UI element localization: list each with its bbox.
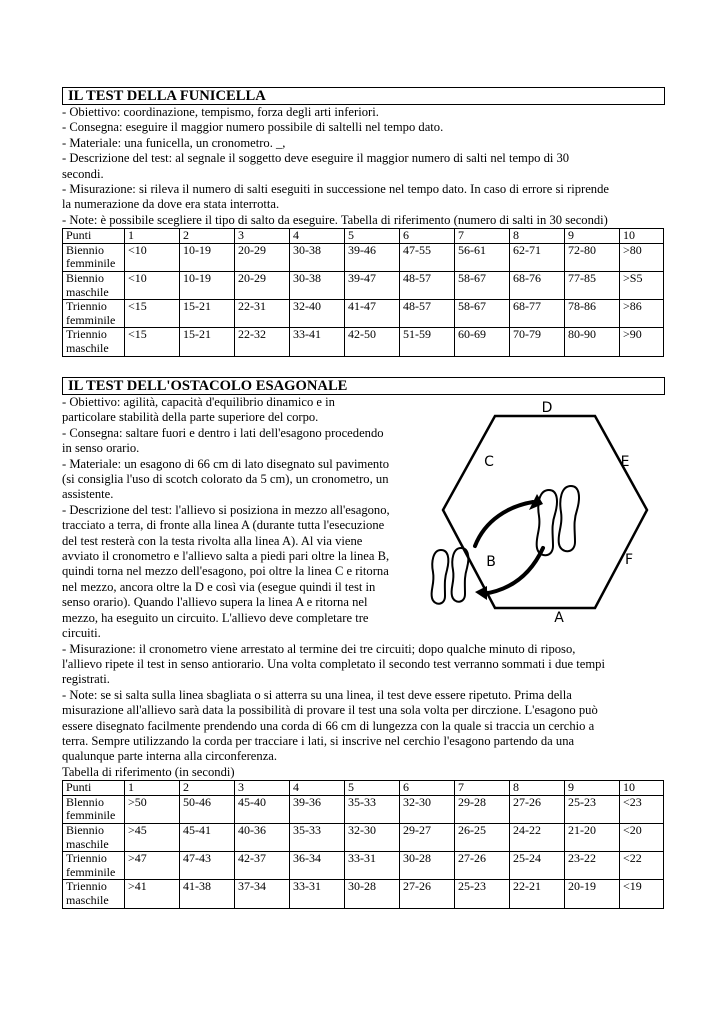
table-cell: 42-50 bbox=[345, 328, 400, 356]
table-header-cell: 5 bbox=[345, 781, 400, 796]
table-cell: <20 bbox=[620, 823, 664, 851]
table-cell: 39-46 bbox=[345, 243, 400, 271]
body-line: avviato il cronometro e l'allievo salta a piedi pari oltre la linea B, bbox=[62, 549, 390, 564]
table-header-cell: 2 bbox=[180, 229, 235, 244]
body-line: misurazione all'allievo sarà data la possibilità di provare il test una sola volta per dirczione. L'esagono può bbox=[62, 703, 598, 718]
section-body bbox=[62, 105, 665, 228]
hexagon-outline bbox=[443, 416, 647, 608]
body-line: registrati. bbox=[62, 672, 110, 687]
row-label: Triennio maschile bbox=[63, 328, 125, 356]
table-header-cell: 1 bbox=[125, 781, 180, 796]
body-line: (si consiglia l'uso di scotch colorato da 5 cm), un cronometro, un bbox=[62, 472, 389, 487]
table-cell: 78-86 bbox=[565, 300, 620, 328]
table-cell: 21-20 bbox=[565, 823, 620, 851]
table-header-cell: 3 bbox=[235, 229, 290, 244]
table-cell: 77-85 bbox=[565, 272, 620, 300]
table-cell: <10 bbox=[125, 243, 180, 271]
table-cell: 68-77 bbox=[510, 300, 565, 328]
body-line: - Obiettivo: coordinazione, tempismo, forza degli arti inferiori. bbox=[62, 105, 379, 119]
reference-table bbox=[62, 780, 664, 908]
table-cell: 33-41 bbox=[290, 328, 345, 356]
table-cell: 27-26 bbox=[510, 795, 565, 823]
table-header-cell: 6 bbox=[400, 781, 455, 796]
table-row bbox=[63, 852, 664, 880]
table-cell: 20-29 bbox=[235, 243, 290, 271]
table-cell: 37-34 bbox=[235, 880, 290, 908]
table-cell: 32-30 bbox=[400, 795, 455, 823]
table-cell: >S5 bbox=[620, 272, 664, 300]
table-row bbox=[63, 328, 664, 356]
row-label: Blennio femminile bbox=[63, 795, 125, 823]
body-line: l'allievo ripete il test in senso antiorario. Una volta completato il secondo test verranno sommati i due tempi bbox=[62, 656, 605, 671]
row-label: Triennio femminile bbox=[63, 852, 125, 880]
table-cell: 35-33 bbox=[345, 795, 400, 823]
table-cell: 39-36 bbox=[290, 795, 345, 823]
table-header-cell: 9 bbox=[565, 781, 620, 796]
table-header-cell: 4 bbox=[290, 229, 345, 244]
body-line: circuiti. bbox=[62, 626, 101, 641]
table-header-cell: 1 bbox=[125, 229, 180, 244]
table-cell: 70-79 bbox=[510, 328, 565, 356]
table-cell: 45-40 bbox=[235, 795, 290, 823]
table-cell: <15 bbox=[125, 328, 180, 356]
jump-arrows-icon bbox=[475, 502, 543, 594]
table-cell: 39-47 bbox=[345, 272, 400, 300]
arrowhead-icon bbox=[475, 586, 487, 600]
table-header-cell: 4 bbox=[290, 781, 345, 796]
table-cell: 29-27 bbox=[400, 823, 455, 851]
table-header-cell: 5 bbox=[345, 229, 400, 244]
table-row bbox=[63, 243, 664, 271]
table-header-row bbox=[63, 781, 664, 796]
table-cell: <22 bbox=[620, 852, 664, 880]
body-line: - Consegna: saltare fuori e dentro i lati dell'esagono procedendo bbox=[62, 425, 384, 440]
table-cell: 68-76 bbox=[510, 272, 565, 300]
footprints-left-icon bbox=[432, 548, 469, 604]
table-cell: 58-67 bbox=[455, 272, 510, 300]
table-cell: 24-22 bbox=[510, 823, 565, 851]
section-jump-rope bbox=[62, 87, 665, 357]
table-cell: 10-19 bbox=[180, 243, 235, 271]
table-header-cell: 7 bbox=[455, 229, 510, 244]
table-header-cell: 2 bbox=[180, 781, 235, 796]
table-cell: 51-59 bbox=[400, 328, 455, 356]
table-header-cell: 6 bbox=[400, 229, 455, 244]
footprints-right-icon bbox=[537, 486, 579, 555]
section-title: IL TEST DELLA FUNICELLA bbox=[62, 87, 665, 105]
row-label: Triennio femminile bbox=[63, 300, 125, 328]
table-cell: 80-90 bbox=[565, 328, 620, 356]
table-cell: 25-24 bbox=[510, 852, 565, 880]
row-label: Biennio maschile bbox=[63, 272, 125, 300]
table-header-cell: 3 bbox=[235, 781, 290, 796]
row-label: Biennio maschile bbox=[63, 823, 125, 851]
table-cell: 27-26 bbox=[455, 852, 510, 880]
table-cell: 22-32 bbox=[235, 328, 290, 356]
table-cell: <23 bbox=[620, 795, 664, 823]
body-line: mezzo, ha eseguito un circuito. L'allievo deve completare tre bbox=[62, 610, 369, 625]
table-header-cell: 8 bbox=[510, 781, 565, 796]
table-cell: 25-23 bbox=[455, 880, 510, 908]
table-cell: 26-25 bbox=[455, 823, 510, 851]
table-row bbox=[63, 880, 664, 908]
body-line: assistente. bbox=[62, 487, 114, 502]
table-cell: >80 bbox=[620, 243, 664, 271]
table-row bbox=[63, 823, 664, 851]
table-row bbox=[63, 795, 664, 823]
table-header-cell: 9 bbox=[565, 229, 620, 244]
body-line: - Misurazione: si rileva il numero di salti eseguiti in successione nel tempo dato. In caso di errore si riprende bbox=[62, 182, 609, 197]
table-header-cell: 10 bbox=[620, 229, 664, 244]
table-cell: 23-22 bbox=[565, 852, 620, 880]
table-cell: 10-19 bbox=[180, 272, 235, 300]
table-header-cell: 10 bbox=[620, 781, 664, 796]
body-line: - Consegna: eseguire il maggior numero possibile di saltelli nel tempo dato. bbox=[62, 120, 444, 135]
table-cell: 15-21 bbox=[180, 328, 235, 356]
hexagon-svg bbox=[425, 398, 665, 626]
table-cell: >50 bbox=[125, 795, 180, 823]
section-title: IL TEST DELL'OSTACOLO ESAGONALE bbox=[62, 377, 665, 395]
table-cell: 40-36 bbox=[235, 823, 290, 851]
table-cell: 48-57 bbox=[400, 300, 455, 328]
table-header-cell: 8 bbox=[510, 229, 565, 244]
table-cell: 47-55 bbox=[400, 243, 455, 271]
table-cell: 20-19 bbox=[565, 880, 620, 908]
label-b: B bbox=[486, 554, 496, 570]
body-line: senso orario). Quando l'allievo supera la linea A e ritorna nel bbox=[62, 595, 368, 610]
table-cell: 32-40 bbox=[290, 300, 345, 328]
row-label: Triennio maschile bbox=[63, 880, 125, 908]
table-cell: 30-28 bbox=[400, 852, 455, 880]
table-cell: 25-23 bbox=[565, 795, 620, 823]
table-cell: 50-46 bbox=[180, 795, 235, 823]
section-body-wide bbox=[62, 642, 665, 781]
body-line: in senso orario. bbox=[62, 441, 140, 456]
table-cell: 30-28 bbox=[345, 880, 400, 908]
table-cell: 48-57 bbox=[400, 272, 455, 300]
label-f: F bbox=[624, 552, 634, 568]
body-line: tracciato a terra, di fronte alla linea A (durante tutta l'esecuzione bbox=[62, 518, 385, 533]
table-cell: 60-69 bbox=[455, 328, 510, 356]
table-cell: >47 bbox=[125, 852, 180, 880]
body-line: quindi torna nel mezzo dell'esagono, poi oltre la linea C e ritorna bbox=[62, 564, 389, 579]
label-d: D bbox=[541, 400, 553, 416]
table-cell: >41 bbox=[125, 880, 180, 908]
body-line: nel mezzo, ancora oltre la D e così via (esegue quindi il test in bbox=[62, 579, 376, 594]
table-header-cell: Punti bbox=[63, 229, 125, 244]
table-cell: 58-67 bbox=[455, 300, 510, 328]
body-line: - Note: è possibile scegliere il tipo di salto da eseguire. Tabella di riferimento (numero di salti in 30 secondi) bbox=[62, 212, 608, 227]
table-cell: >45 bbox=[125, 823, 180, 851]
label-e: E bbox=[620, 454, 630, 470]
table-cell: 29-28 bbox=[455, 795, 510, 823]
table-caption: Tabella di riferimento (in secondi) bbox=[62, 764, 235, 779]
table-cell: 72-80 bbox=[565, 243, 620, 271]
body-line: - Misurazione: il cronometro viene arrestato al termine dei tre circuiti; dopo qualche minuto di riposo, bbox=[62, 641, 576, 656]
table-cell: 47-43 bbox=[180, 852, 235, 880]
table-cell: 62-71 bbox=[510, 243, 565, 271]
table-cell: 36-34 bbox=[290, 852, 345, 880]
table-cell: 42-37 bbox=[235, 852, 290, 880]
table-cell: 22-31 bbox=[235, 300, 290, 328]
table-cell: >90 bbox=[620, 328, 664, 356]
body-line: - Materiale: un esagono di 66 cm di lato disegnato sul pavimento bbox=[62, 456, 390, 471]
body-line: la numerazione da dove era stata interrotta. bbox=[62, 197, 280, 212]
hexagon-diagram bbox=[425, 398, 665, 626]
body-line: - Obiettivo: agilità, capacità d'equilibrio dinamico e in bbox=[62, 395, 335, 409]
table-cell: 56-61 bbox=[455, 243, 510, 271]
body-line: - Descrizione del test: l'allievo si posiziona in mezzo all'esagono, bbox=[62, 502, 390, 517]
body-line: del test resterà con la testa rivolta alla linea A). Al via viene bbox=[62, 533, 363, 548]
table-cell: >86 bbox=[620, 300, 664, 328]
body-line: - Descrizione del test: al segnale il soggetto deve eseguire il maggior numero di salti nel tempo di 30 bbox=[62, 151, 570, 166]
table-cell: 45-41 bbox=[180, 823, 235, 851]
table-cell: 30-38 bbox=[290, 243, 345, 271]
row-label: Biennio femminile bbox=[63, 243, 125, 271]
label-a: A bbox=[554, 610, 564, 626]
table-cell: 15-21 bbox=[180, 300, 235, 328]
table-header-row bbox=[63, 229, 664, 244]
table-cell: <19 bbox=[620, 880, 664, 908]
body-line: essere disegnato facilmente prendendo una corda di 66 cm di lungezza con la quale si traccia un cerchio a bbox=[62, 718, 595, 733]
table-header-cell: Punti bbox=[63, 781, 125, 796]
table-cell: <10 bbox=[125, 272, 180, 300]
body-line: terra. Sempre utilizzando la corda per tracciare i lati, si inscrive nel cerchio l'esagono partendo da una bbox=[62, 733, 575, 748]
reference-table bbox=[62, 228, 664, 356]
body-line: - Materiale: una funicella, un cronometro. _, bbox=[62, 135, 286, 150]
table-cell: 30-38 bbox=[290, 272, 345, 300]
table-cell: 41-38 bbox=[180, 880, 235, 908]
table-cell: <15 bbox=[125, 300, 180, 328]
label-c: C bbox=[484, 454, 494, 470]
body-line: particolare stabilità della parte superiore del corpo. bbox=[62, 410, 319, 425]
table-cell: 27-26 bbox=[400, 880, 455, 908]
table-row bbox=[63, 272, 664, 300]
table-row bbox=[63, 300, 664, 328]
body-line: - Note: se si salta sulla linea sbagliata o si atterra su una linea, il test deve essere ripetuto. Prima della bbox=[62, 687, 572, 702]
table-cell: 33-31 bbox=[345, 852, 400, 880]
body-line: secondi. bbox=[62, 166, 104, 181]
table-cell: 33-31 bbox=[290, 880, 345, 908]
table-header-cell: 7 bbox=[455, 781, 510, 796]
body-line: qualunque parte interna alla circonferenza. bbox=[62, 749, 278, 764]
table-cell: 32-30 bbox=[345, 823, 400, 851]
table-cell: 22-21 bbox=[510, 880, 565, 908]
table-cell: 41-47 bbox=[345, 300, 400, 328]
table-cell: 35-33 bbox=[290, 823, 345, 851]
table-cell: 20-29 bbox=[235, 272, 290, 300]
